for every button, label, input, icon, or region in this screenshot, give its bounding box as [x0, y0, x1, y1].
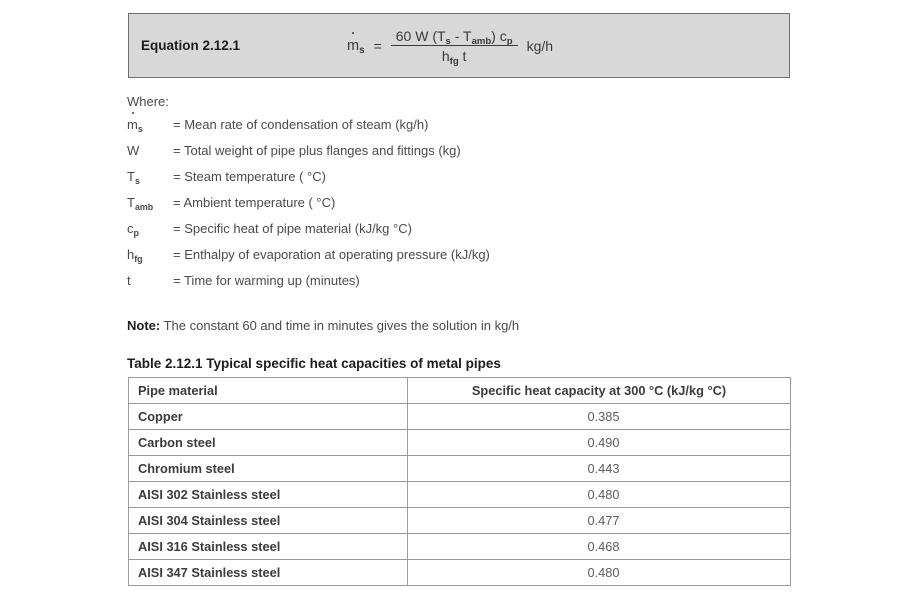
- overdot-icon: [132, 112, 134, 114]
- definition-row: [127, 143, 767, 169]
- lhs-subscript: s: [359, 44, 365, 56]
- denominator-sub-fg: fg: [449, 55, 459, 67]
- fraction: [391, 27, 518, 67]
- symbol-base: c: [127, 221, 134, 236]
- cell-material: AISI 304 Stainless steel: [129, 508, 408, 534]
- cell-value: 0.385: [408, 404, 791, 430]
- definition-symbol: [127, 273, 173, 288]
- cell-material: Copper: [129, 404, 408, 430]
- specific-heat-table: [128, 377, 791, 586]
- symbol-subscript: p: [133, 227, 139, 238]
- note-line: [127, 318, 519, 333]
- cell-material: AISI 347 Stainless steel: [129, 560, 408, 586]
- definition-row: [127, 117, 767, 143]
- cell-value: 0.468: [408, 534, 791, 560]
- cell-value: 0.477: [408, 508, 791, 534]
- definition-symbol: [127, 221, 173, 236]
- equation-expression: [347, 14, 553, 77]
- numerator-minus: - T: [450, 27, 472, 44]
- definition-row: [127, 169, 767, 195]
- symbol-subscript: fg: [134, 253, 143, 264]
- numerator-close: ) c: [491, 27, 507, 44]
- lhs-base: m: [347, 37, 360, 54]
- symbol-base: T: [127, 169, 135, 184]
- definition-text: = Mean rate of condensation of steam (kg/h): [173, 117, 429, 132]
- definition-symbol: [127, 169, 173, 184]
- definition-text: = Time for warming up (minutes): [173, 273, 360, 288]
- symbol-base: T: [127, 195, 135, 210]
- equation-unit: kg/h: [526, 37, 554, 54]
- definition-row: [127, 221, 767, 247]
- symbol-base: m: [127, 117, 138, 132]
- definition-text: = Enthalpy of evaporation at operating pressure (kJ/kg): [173, 247, 490, 262]
- table-row: [129, 430, 791, 456]
- table-row: [129, 560, 791, 586]
- definition-text: = Steam temperature ( °C): [173, 169, 326, 184]
- symbol-subscript: amb: [134, 201, 154, 212]
- definition-row: [127, 273, 767, 299]
- cell-value: 0.480: [408, 482, 791, 508]
- where-label: Where:: [127, 94, 169, 109]
- definition-row: [127, 247, 767, 273]
- table-row: [129, 404, 791, 430]
- cell-material: Carbon steel: [129, 430, 408, 456]
- symbol-subscript: s: [137, 123, 143, 134]
- column-header-value: Specific heat capacity at 300 °C (kJ/kg °C): [408, 378, 791, 404]
- equation-lhs: [347, 38, 365, 54]
- definition-row: [127, 195, 767, 221]
- symbol-base: t: [127, 273, 131, 288]
- cell-value: 0.480: [408, 560, 791, 586]
- cell-material: Chromium steel: [129, 456, 408, 482]
- numerator-sub-p: p: [506, 35, 513, 47]
- equals-sign: =: [373, 37, 382, 54]
- definition-symbol: [127, 117, 173, 132]
- numerator-sub-s: s: [445, 35, 451, 47]
- equation-label: Equation 2.12.1: [141, 38, 241, 53]
- cell-value: 0.490: [408, 430, 791, 456]
- definitions-list: [127, 117, 767, 299]
- cell-material: AISI 316 Stainless steel: [129, 534, 408, 560]
- symbol-subscript: s: [134, 175, 140, 186]
- denominator-t: t: [458, 47, 467, 64]
- note-prefix: Note:: [127, 318, 161, 333]
- cell-material: AISI 302 Stainless steel: [129, 482, 408, 508]
- table-row: [129, 456, 791, 482]
- symbol-base: h: [127, 247, 135, 262]
- definition-symbol: [127, 247, 173, 262]
- table-row: [129, 482, 791, 508]
- note-text: The constant 60 and time in minutes gives the solution in kg/h: [160, 318, 520, 333]
- equation-box: [128, 13, 790, 78]
- table-row: [129, 508, 791, 534]
- definition-text: = Specific heat of pipe material (kJ/kg °C): [173, 221, 412, 236]
- table-row: [129, 534, 791, 560]
- cell-value: 0.443: [408, 456, 791, 482]
- numerator-sub-amb: amb: [471, 35, 492, 47]
- table-header-row: [129, 378, 791, 404]
- table-caption: Table 2.12.1 Typical specific heat capacities of metal pipes: [127, 356, 501, 371]
- definition-text: = Total weight of pipe plus flanges and fittings (kg): [173, 143, 461, 158]
- definition-symbol: [127, 195, 173, 210]
- symbol-base: W: [127, 143, 140, 158]
- definition-text: = Ambient temperature ( °C): [173, 195, 336, 210]
- definition-symbol: [127, 143, 173, 158]
- fraction-numerator: [391, 28, 518, 45]
- overdot-icon: [352, 32, 354, 34]
- numerator-constant: 60 W (T: [395, 27, 446, 44]
- fraction-denominator: [437, 46, 472, 67]
- column-header-material: Pipe material: [129, 378, 408, 404]
- denominator-h: h: [441, 47, 450, 64]
